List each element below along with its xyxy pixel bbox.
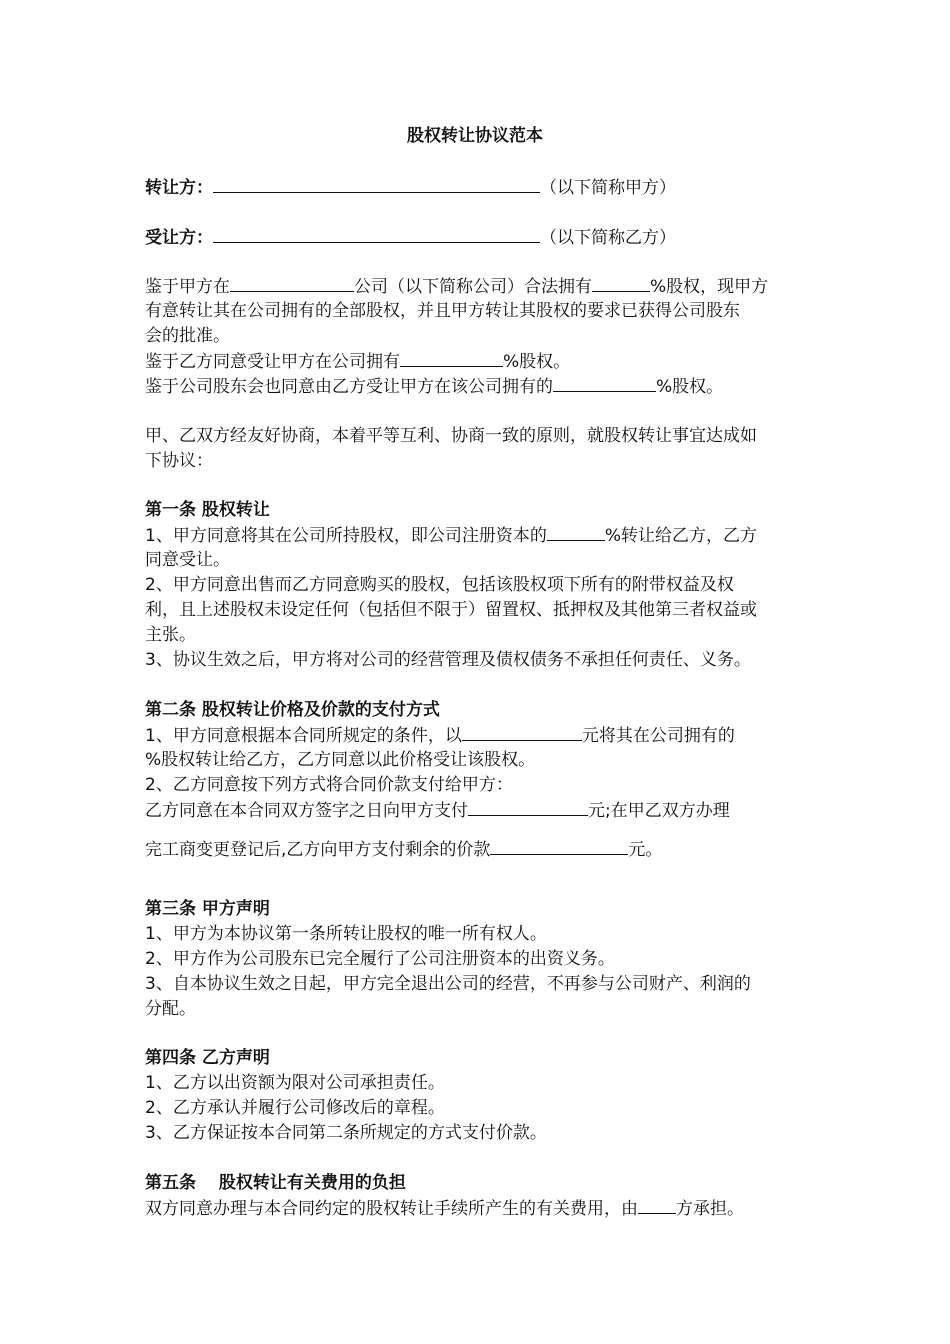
article-1-clause-3: 3、协议生效之后，甲方将对公司的经营管理及债权债务不承担任何责任、义务。 xyxy=(145,650,751,670)
article-4-clause-3: 3、乙方保证按本合同第二条所规定的方式支付价款。 xyxy=(145,1123,547,1143)
clause-text: 双方同意办理与本合同约定的股权转让手续所产生的有关费用，由 xyxy=(145,1199,638,1219)
clause-text: 完工商变更登记后,乙方向甲方支付剩余的价款 xyxy=(145,840,491,860)
percent-blank xyxy=(553,376,656,392)
clause-text: 乙方同意在本合同双方签字之日向甲方支付 xyxy=(145,801,468,821)
article-5-title: 第五条 股权转让有关费用的负担 xyxy=(145,1173,406,1193)
transferee-blank xyxy=(213,227,540,243)
clause-text: 元将其在公司拥有的 xyxy=(581,726,735,746)
article-1-title: 第一条 股权转让 xyxy=(145,500,270,520)
recital-1-line-3: 会的批准。 xyxy=(145,326,230,346)
clause-text: 元。 xyxy=(628,840,663,860)
article-1-clause-2-line-2: 利，且上述股权未设定任何（包括但不限于）留置权、抵押权及其他第三者权益或 xyxy=(145,600,757,620)
article-1-clause-2-line-3: 主张。 xyxy=(145,625,196,645)
article-2-clause-1 xyxy=(145,725,825,746)
recital-3 xyxy=(145,376,825,397)
article-2-payment-1 xyxy=(145,800,825,821)
article-3-clause-3-line-1: 3、自本协议生效之日起，甲方完全退出公司的经营，不再参与公司财产、利润的 xyxy=(145,974,751,994)
preamble-line-2: 下协议： xyxy=(145,451,213,471)
recital-text: 鉴于甲方在 xyxy=(145,277,230,297)
recital-text: %股权。 xyxy=(656,377,724,397)
clause-text: 方承担。 xyxy=(676,1199,744,1219)
recital-1-line-1 xyxy=(145,276,825,297)
article-2-clause-1-line-2: %股权转让给乙方，乙方同意以此价格受让该股权。 xyxy=(145,750,536,770)
transferee-note: （以下简称乙方） xyxy=(540,228,676,248)
article-4-title: 第四条 乙方声明 xyxy=(145,1048,270,1068)
clause-text: %转让给乙方，乙方 xyxy=(604,526,757,546)
article-2-payment-2 xyxy=(145,839,825,860)
article-2-title: 第二条 股权转让价格及价款的支付方式 xyxy=(145,700,440,720)
preamble-line-1: 甲、乙双方经友好协商，本着平等互利、协商一致的原则，就股权转让事宜达成如 xyxy=(145,426,757,446)
payment-blank xyxy=(468,800,588,816)
clause-text: 1、甲方同意根据本合同所规定的条件，以 xyxy=(145,726,462,746)
article-3-title: 第三条 甲方声明 xyxy=(145,899,270,919)
percent-blank xyxy=(400,351,503,367)
transferor-label: 转让方： xyxy=(145,178,213,198)
transferee-line xyxy=(145,227,825,248)
recital-text: %股权，现甲方 xyxy=(650,277,769,297)
transferor-blank xyxy=(213,177,540,193)
clause-text: 1、甲方同意将其在公司所持股权，即公司注册资本的 xyxy=(145,526,547,546)
clause-text: 元;在甲乙双方办理 xyxy=(588,801,730,821)
article-3-clause-2: 2、甲方作为公司股东已完全履行了公司注册资本的出资义务。 xyxy=(145,949,615,969)
recital-text: 鉴于公司股东会也同意由乙方受让甲方在该公司拥有的 xyxy=(145,377,553,397)
company-name-blank xyxy=(230,276,354,292)
article-3-clause-3-line-2: 分配。 xyxy=(145,999,196,1019)
percent-blank xyxy=(592,276,650,292)
party-blank xyxy=(638,1198,676,1214)
recital-text: %股权。 xyxy=(503,352,571,372)
transferor-line xyxy=(145,177,825,198)
transferor-note: （以下简称甲方） xyxy=(540,178,676,198)
article-2-clause-2: 2、乙方同意按下列方式将合同价款支付给甲方： xyxy=(145,775,513,795)
article-1-clause-1-line-2: 同意受让。 xyxy=(145,550,230,570)
recital-text: 鉴于乙方同意受让甲方在公司拥有 xyxy=(145,352,400,372)
remaining-payment-blank xyxy=(490,839,628,855)
recital-1-line-2: 有意转让其在公司拥有的全部股权，并且甲方转让其股权的要求已获得公司股东 xyxy=(145,301,740,321)
percent-blank xyxy=(547,525,605,541)
article-1-clause-2-line-1: 2、甲方同意出售而乙方同意购买的股权，包括该股权项下所有的附带权益及权 xyxy=(145,575,734,595)
article-4-clause-2: 2、乙方承认并履行公司修改后的章程。 xyxy=(145,1098,445,1118)
article-1-clause-1 xyxy=(145,525,825,546)
document-title: 股权转让协议范本 xyxy=(407,126,543,146)
recital-2 xyxy=(145,351,825,372)
price-blank xyxy=(462,725,582,741)
article-4-clause-1: 1、乙方以出资额为限对公司承担责任。 xyxy=(145,1073,445,1093)
recital-text: 公司（以下简称公司）合法拥有 xyxy=(354,277,592,297)
article-5-clause xyxy=(145,1198,825,1219)
transferee-label: 受让方： xyxy=(145,228,213,248)
article-3-clause-1: 1、甲方为本协议第一条所转让股权的唯一所有权人。 xyxy=(145,924,547,944)
